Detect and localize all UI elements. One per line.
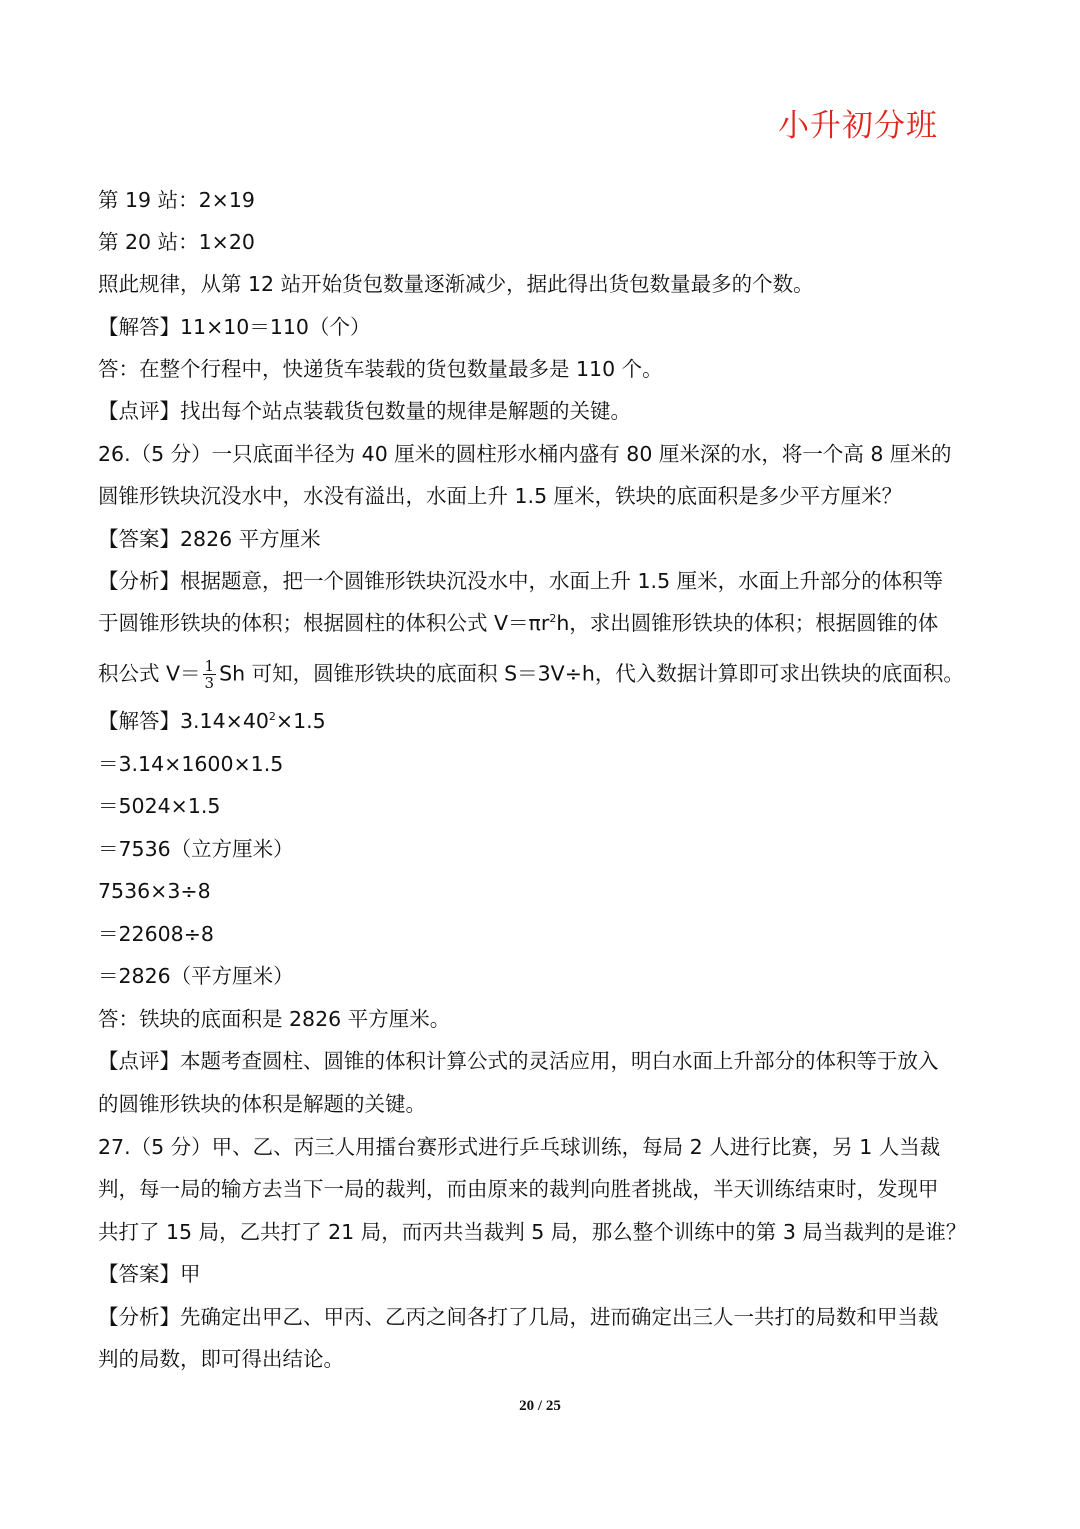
- text-line: 【分析】根据题意，把一个圆锥形铁块沉没水中，水面上升 1.5 厘米，水面上升部分的体积等: [98, 569, 944, 593]
- text-line: 答：铁块的底面积是 2826 平方厘米。: [98, 1007, 451, 1031]
- text-line: 积公式 V＝ $\frac{1}{3}$ Sh 可知，圆锥形铁块的底面积 S＝3V÷h，代入数据计算即可求出铁块的底面积。: [98, 657, 964, 692]
- superscript: 2: [549, 612, 557, 625]
- page-header-title: 小升初分班: [778, 108, 938, 144]
- question-26: 26.（5 分）一只底面半径为 40 厘米的圆柱形水桶内盛有 80 厘米深的水，将一个高 8 厘米的: [98, 442, 952, 466]
- text-line: 判的局数，即可得出结论。: [98, 1347, 344, 1371]
- text-line: ＝22608÷8: [98, 922, 214, 946]
- text-line: 【点评】找出每个站点装载货包数量的规律是解题的关键。: [98, 399, 631, 423]
- text-line: ＝5024×1.5: [98, 794, 221, 818]
- text-line: 照此规律，从第 12 站开始货包数量逐渐减少，据此得出货包数量最多的个数。: [98, 272, 814, 296]
- text-line: ＝7536（立方厘米）: [98, 837, 294, 861]
- page-number: 20 / 25: [519, 1398, 561, 1414]
- text-line: 判，每一局的输方去当下一局的裁判，而由原来的裁判向胜者挑战，半天训练结束时，发现甲: [98, 1177, 939, 1201]
- text-line: 的圆锥形铁块的体积是解题的关键。: [98, 1092, 426, 1116]
- text-line: 【答案】甲: [98, 1262, 201, 1286]
- question-27: 27.（5 分）甲、乙、丙三人用擂台赛形式进行乒乓球训练，每局 2 人进行比赛，另 1 人当裁: [98, 1135, 941, 1159]
- text-line: 【解答】11×10＝110（个）: [98, 315, 371, 339]
- text-line: 于圆锥形铁块的体积；根据圆柱的体积公式 $V=\pi r^2h$，求出圆锥形铁块的体积；根据圆锥的体: [98, 611, 939, 635]
- text-line: ＝3.14×1600×1.5: [98, 752, 284, 776]
- text-line: 【点评】本题考查圆柱、圆锥的体积计算公式的灵活应用，明白水面上升部分的体积等于放入: [98, 1049, 939, 1073]
- text-line: 【答案】2826 平方厘米: [98, 527, 321, 551]
- fraction-one-third: $\frac{1}{3}$: [204, 657, 215, 692]
- text-line: 共打了 15 局，乙共打了 21 局，而丙共当裁判 5 局，那么整个训练中的第 3 局当裁判的是谁？: [98, 1220, 967, 1244]
- text-line: ＝2826（平方厘米）: [98, 964, 294, 988]
- text-line: 第 20 站：1×20: [98, 230, 255, 254]
- text-line: 7536×3÷8: [98, 879, 211, 903]
- text-line: 圆锥形铁块沉没水中，水没有溢出，水面上升 1.5 厘米，铁块的底面积是多少平方厘米？: [98, 484, 903, 508]
- text-line: 第 19 站：2×19: [98, 188, 255, 212]
- text-line: 【分析】先确定出甲乙、甲丙、乙丙之间各打了几局，进而确定出三人一共打的局数和甲当裁: [98, 1305, 939, 1329]
- text-line: 【解答】$3.14\times 40^2\times 1.5$: [98, 709, 326, 733]
- text-line: 答：在整个行程中，快递货车装载的货包数量最多是 110 个。: [98, 357, 663, 381]
- superscript: 2: [268, 710, 276, 723]
